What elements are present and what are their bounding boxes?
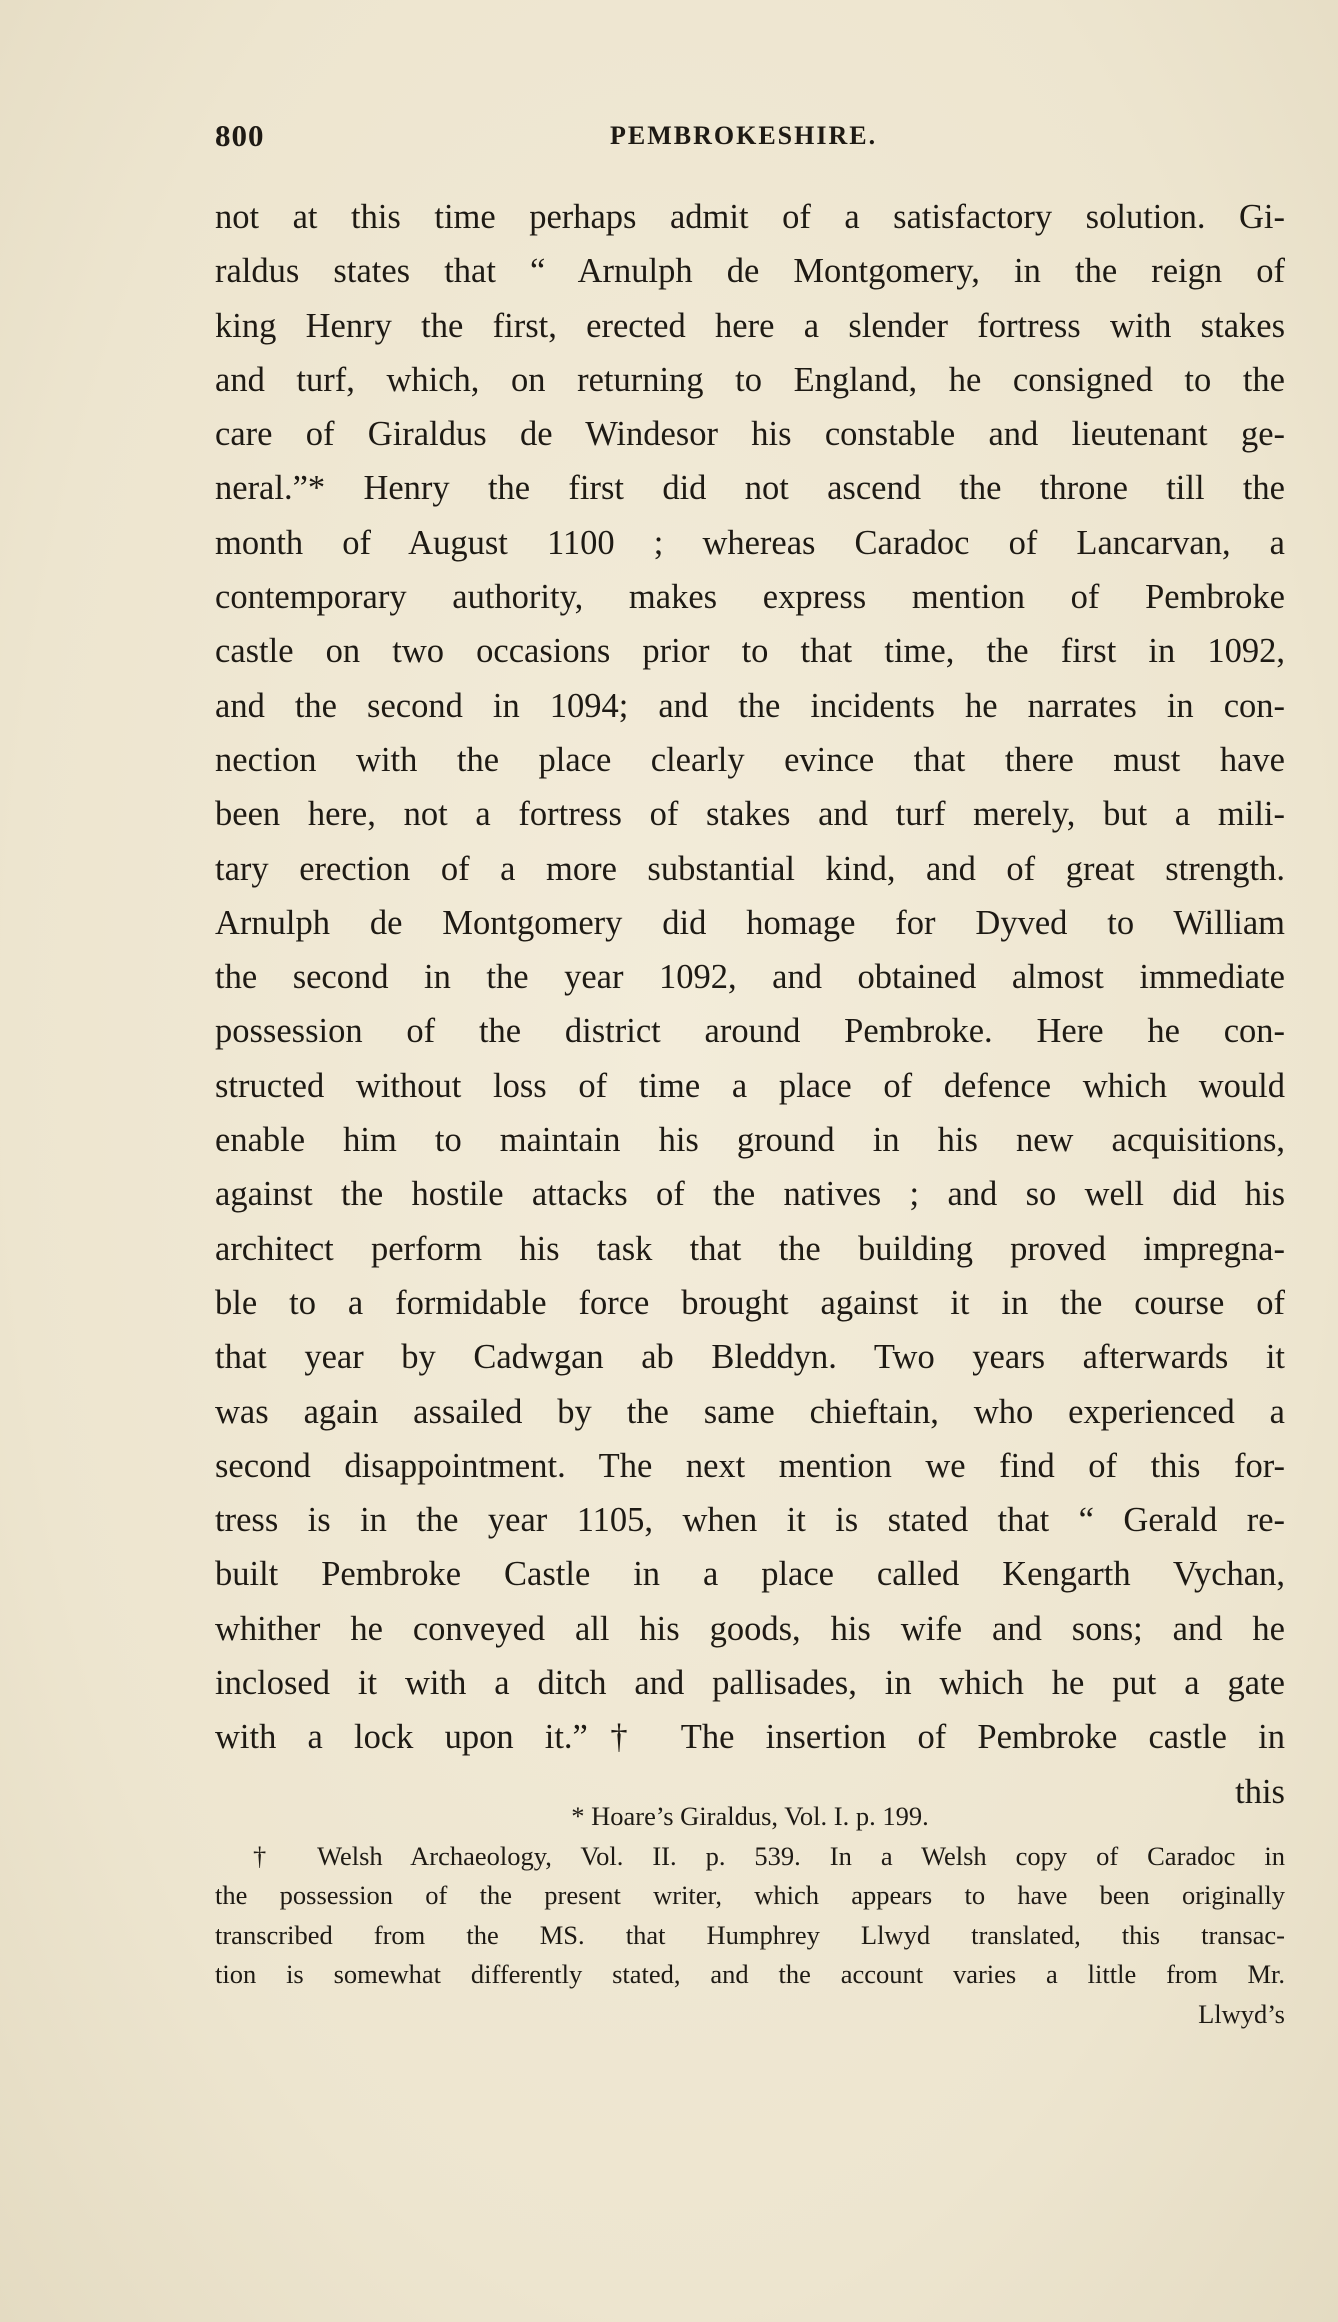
footnote-line: the possession of the present writer, which appears to have been originally <box>215 1880 1285 1910</box>
text-line: structed without loss of time a place of defence which would <box>215 1066 1285 1105</box>
footnote-catchword: Llwyd’s <box>1198 1998 1285 2029</box>
page-header <box>215 118 1285 158</box>
text-line: tary erection of a more substantial kind, and of great strength. <box>215 849 1285 888</box>
footnote-line: transcribed from the MS. that Humphrey Llwyd translated, this transac- <box>215 1919 1285 1950</box>
text-line: and turf, which, on returning to England, he consigned to the <box>215 360 1285 399</box>
running-head: PEMBROKESHIRE. <box>610 121 878 150</box>
page-number: 800 <box>215 118 265 153</box>
text-line: nection with the place clearly evince that there must have <box>215 740 1285 779</box>
text-line: not at this time perhaps admit of a satisfactory solution. Gi- <box>215 198 1285 236</box>
text-line: whither he conveyed all his goods, his wife and sons; and he <box>215 1609 1285 1648</box>
text-line: neral.”* Henry the first did not ascend the throne till the <box>215 469 1285 508</box>
text-line: tress is in the year 1105, when it is stated that “ Gerald re- <box>215 1501 1285 1540</box>
text-line: Arnulph de Montgomery did homage for Dyved to William <box>215 903 1285 942</box>
footnote-line: tion is somewhat differently stated, and the account varies a little from Mr. <box>215 1959 1285 1989</box>
text-line: castle on two occasions prior to that time, the first in 1092, <box>215 632 1285 671</box>
text-line: king Henry the first, erected here a slender fortress with stakes <box>215 306 1285 345</box>
text-line: possession of the district around Pembroke. Here he con- <box>215 1012 1285 1051</box>
text-line: with a lock upon it.”† The insertion of Pembroke castle in <box>215 1718 1285 1757</box>
main-text <box>215 190 1285 1819</box>
text-line: enable him to maintain his ground in his new acquisitions, <box>215 1121 1285 1160</box>
text-line: month of August 1100 ; whereas Caradoc of Lancarvan, a <box>215 523 1285 562</box>
text-line: contemporary authority, makes express mention of Pembroke <box>215 578 1285 617</box>
text-line: second disappointment. The next mention we find of this for- <box>215 1446 1285 1485</box>
text-line: was again assailed by the same chieftain, who experienced a <box>215 1392 1285 1431</box>
footnotes <box>215 1797 1285 2034</box>
text-line: the second in the year 1092, and obtained almost immediate <box>215 958 1285 997</box>
footnote-line: * Hoare’s Giraldus, Vol. I. p. 199. <box>571 1801 929 1831</box>
text-line: and the second in 1094; and the incidents he narrates in con- <box>215 686 1285 725</box>
footnote-line: † Welsh Archaeology, Vol. II. p. 539. In a Welsh copy of Caradoc in <box>253 1840 1285 1871</box>
text-line: care of Giraldus de Windesor his constable and lieutenant ge- <box>215 415 1285 454</box>
catchword: this <box>1235 1772 1285 1811</box>
text-line: been here, not a fortress of stakes and turf merely, but a mili- <box>215 795 1285 834</box>
text-line: that year by Cadwgan ab Bleddyn. Two years afterwards it <box>215 1338 1285 1377</box>
text-line: built Pembroke Castle in a place called Kengarth Vychan, <box>215 1555 1285 1594</box>
text-line: against the hostile attacks of the natives ; and so well did his <box>215 1175 1285 1214</box>
text-line: architect perform his task that the building proved impregna- <box>215 1229 1285 1268</box>
text-line: inclosed it with a ditch and pallisades, in which he put a gate <box>215 1664 1285 1703</box>
text-line: ble to a formidable force brought against it in the course of <box>215 1283 1285 1322</box>
text-line: raldus states that “ Arnulph de Montgomery, in the reign of <box>215 252 1285 291</box>
